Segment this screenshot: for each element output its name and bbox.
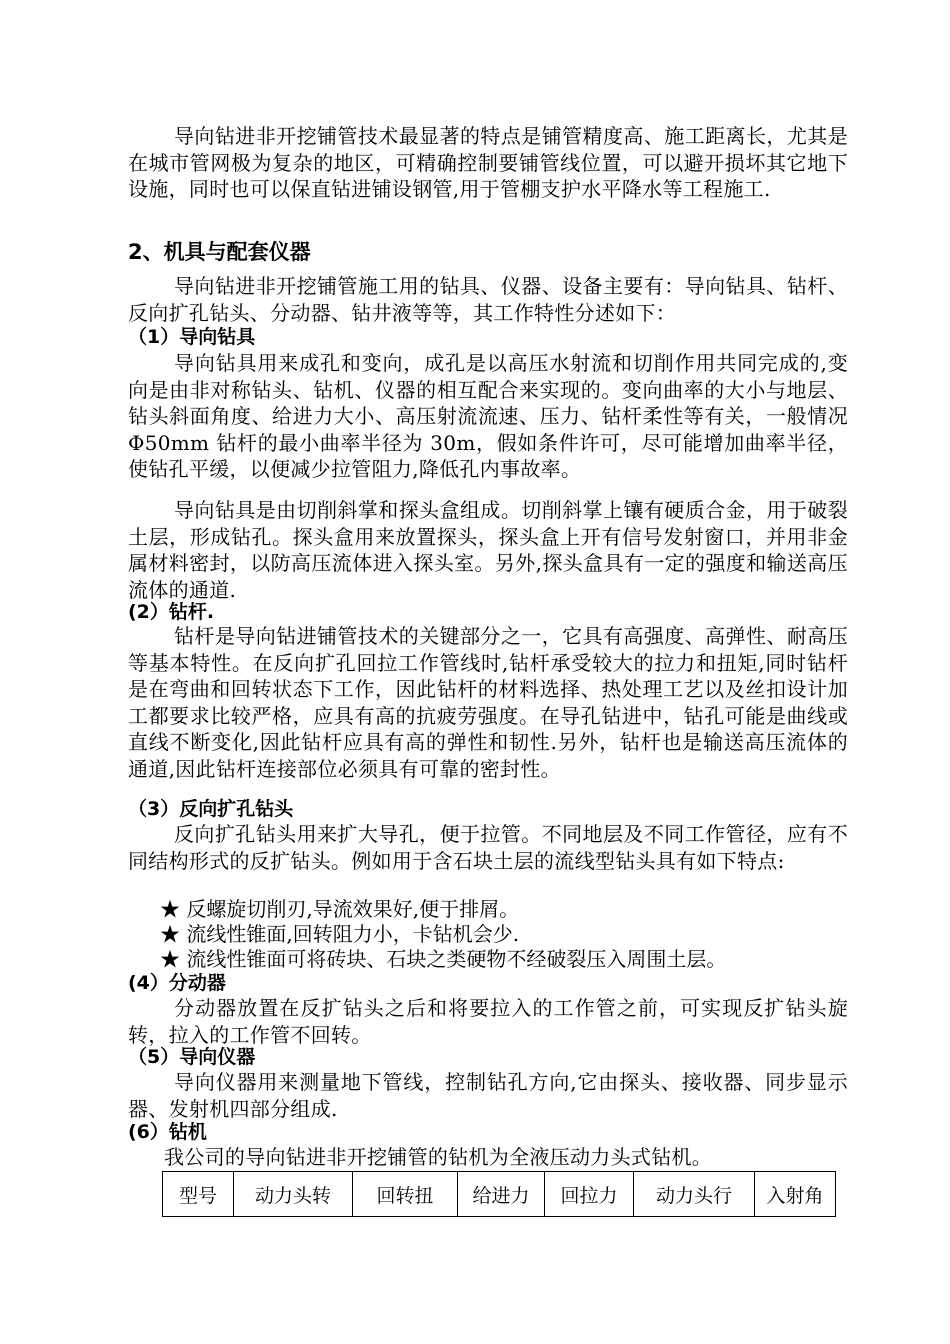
subsection-4-heading: (4）分动器 (128, 972, 226, 994)
subsection-6-heading: (6）钻机 (128, 1121, 207, 1143)
subsection-5-heading: （5）导向仪器 (128, 1046, 256, 1068)
table-header-cell: 动力头行 (634, 1172, 755, 1217)
subsection-5-paragraph: 导向仪器用来测量地下管线，控制钻孔方向,它由探头、接收器、同步显示器、发射机四部分组成. (128, 1070, 848, 1121)
table-header-cell: 入射角 (755, 1172, 836, 1217)
bullet-item: ★ 反螺旋切削刃,导流效果好,便于排屑。 (160, 897, 520, 921)
table-header-cell: 回拉力 (545, 1172, 634, 1217)
subsection-2-heading: (2）钻杆. (128, 601, 215, 623)
subsection-4-paragraph: 分动器放置在反扩钻头之后和将要拉入的工作管之前，可实现反扩钻头旋转，拉入的工作管不回转。 (128, 996, 848, 1047)
table-header-cell: 给进力 (458, 1172, 545, 1217)
subsection-6-paragraph: 我公司的导向钻进非开挖铺管的钻机为全液压动力头式钻机。 (164, 1145, 713, 1169)
subsection-1-paragraph-2: 导向钻具是由切削斜掌和探头盒组成。切削斜掌上镶有硬质合金，用于破裂土层，形成钻孔。探头盒用来放置探头，探头盒上开有信号发射窗口，并用非金属材料密封，以防高压流体进入探头室。另外,探头盒具有一定的强度和输送高压流体的通道. (128, 498, 848, 602)
subsection-3-heading: （3）反向扩孔钻头 (128, 798, 294, 820)
subsection-1-paragraph-1: 导向钻具用来成孔和变向，成孔是以高压水射流和切削作用共同完成的,变向是由非对称钻头、钻机、仪器的相互配合来实现的。变向曲率的大小与地层、钻头斜面角度、给进力大小、高压射流流速、压力、钻杆柔性等有关，一般情况 Φ50mm 钻杆的最小曲率半径为 30m，假如条件许可，尽可能增加曲率半径，使钻孔平缓，以便减少拉管阻力,降低孔内事故率。 (128, 351, 848, 481)
table-header-cell: 型号 (163, 1172, 234, 1217)
subsection-2-paragraph: 钻杆是导向钻进铺管技术的关键部分之一，它具有高强度、高弹性、耐高压等基本特性。在反向扩孔回拉工作管线时,钻杆承受较大的拉力和扭矩,同时钻杆是在弯曲和回转状态下工作，因此钻杆的材料选择、热处理工艺以及丝扣设计加工都要求比较严格，应具有高的抗疲劳强度。在导孔钻进中，钻孔可能是曲线或直线不断变化,因此钻杆应具有高的弹性和韧性.另外，钻杆也是输送高压流体的通道,因此钻杆连接部位必须具有可靠的密封性。 (128, 624, 848, 781)
intro-paragraph: 导向钻进非开挖铺管技术最显著的特点是铺管精度高、施工距离长，尤其是在城市管网极为复杂的地区，可精确控制要铺管线位置，可以避开损坏其它地下设施，同时也可以保直钻进铺设钢管,用于管棚支护水平降水等工程施工. (128, 124, 848, 201)
subsection-3-paragraph: 反向扩孔钻头用来扩大导孔，便于拉管。不同地层及不同工作管径，应有不同结构形式的反扩钻头。例如用于含石块土层的流线型钻头具有如下特点: (128, 822, 848, 873)
subsection-1-heading: （1）导向钻具 (128, 326, 256, 348)
table-header-cell: 动力头转 (234, 1172, 353, 1217)
table-header-row (163, 1172, 836, 1217)
bullet-item: ★ 流线性锥面可将砖块、石块之类硬物不经破裂压入周围土层。 (160, 947, 727, 971)
section-2-intro: 导向钻进非开挖铺管施工用的钻具、仪器、设备主要有：导向钻具、钻杆、反向扩孔钻头、分动器、钻井液等等，其工作特性分述如下： (128, 274, 848, 325)
table-header-cell: 回转扭 (353, 1172, 458, 1217)
section-2-heading: 2、机具与配套仪器 (128, 240, 311, 264)
drill-spec-table (162, 1171, 836, 1217)
bullet-item: ★ 流线性锥面,回转阻力小，卡钻机会少. (160, 922, 520, 946)
